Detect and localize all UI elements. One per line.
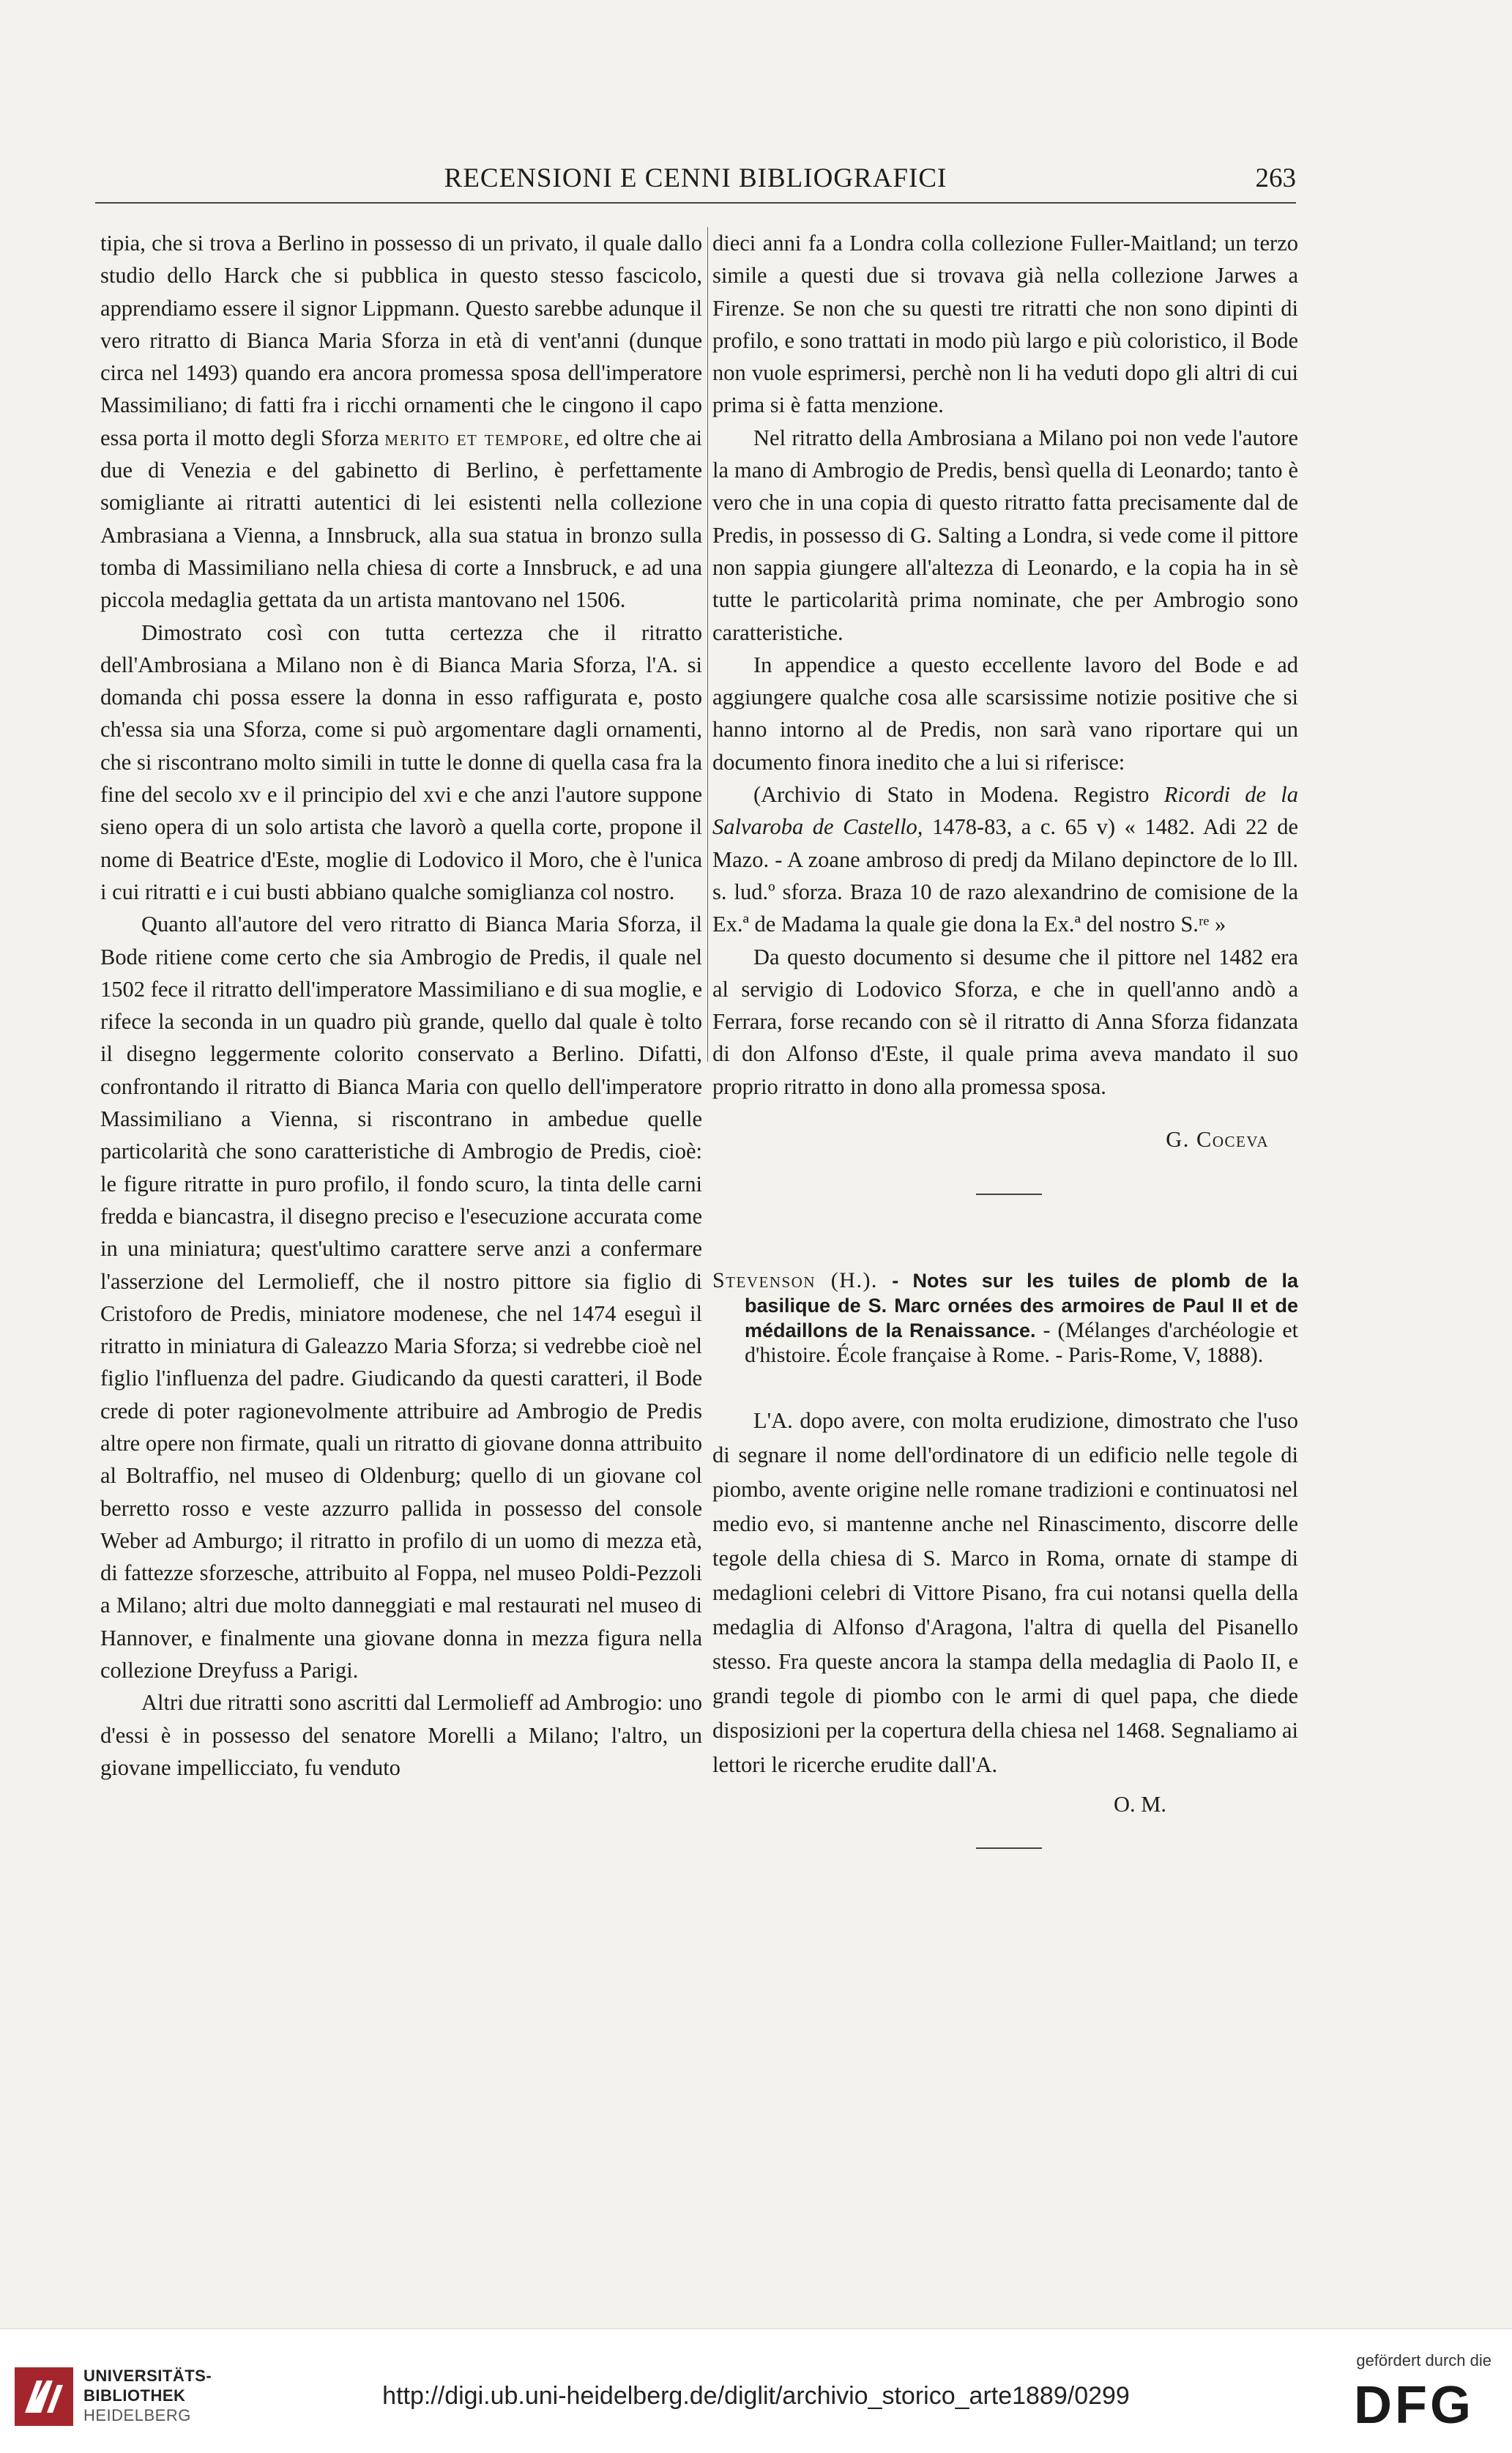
signature: G. Coceva [1166, 1127, 1269, 1153]
paragraph-text: 1478-83, a c. 65 v) « 1482. Adi 22 de Mazo. - A zoane ambroso di predj da Milano depinctore de lo Ill. s. lud.º sforza. Braza 10 de razo alexandrino de comisione de la Ex.ª de Madama la quale gie dona la Ex.ª del nostro S.ʳᵉ » [712, 814, 1298, 937]
column-divider [707, 227, 708, 1062]
paragraph-text: ed oltre che ai due di Venezia e del gabinetto di Berlino, è perfettamente somigliante ai ritratti autentici di lei esistenti nella collezione Ambrasiana a Vienna, a Innsbruck, alla sua statua in bronzo sulla tomba di Massimiliano nella chiesa di corte a Innsbruck, e ad una piccola medaglia gettata da un artista mantovano nel 1506. [100, 425, 703, 613]
review-author: Stevenson (H.). [712, 1268, 878, 1293]
dfg-logo-icon [1333, 2376, 1494, 2430]
library-name-line: HEIDELBERG [83, 2406, 191, 2424]
paragraph: Da questo documento si desume che il pittore nel 1482 era al servigio di Lodovico Sforza, e che in quell'anno andò a Ferrara, forse recando con sè il ritratto di Anna Sforza fidanzata di don Alfonso d'Este, il quale prima aveva mandato il suo proprio ritratto in dono alla promessa sposa. [712, 944, 1298, 1099]
register-title: Ricordi de la Salvaroba de Castello, [712, 782, 1298, 840]
motto: merito et tempore, [384, 425, 571, 450]
running-title: RECENSIONI E CENNI BIBLIOGRAFICI [444, 163, 947, 193]
paragraph [100, 227, 702, 617]
review-source: - (Mélanges d'archéologie et d'histoire. École française à Rome. - Paris-Rome, V, 1888). [745, 1318, 1299, 1368]
permalink-url[interactable]: http://digi.ub.uni-heidelberg.de/diglit/archivio_storico_arte1889/0299 [382, 2382, 1130, 2410]
svg-text:DFG: DFG [1354, 2376, 1474, 2430]
right-column [712, 227, 1298, 1849]
funded-by-label: gefördert durch die [1356, 2351, 1491, 2370]
signature: O. M. [1113, 1792, 1166, 1817]
section-separator [976, 1194, 1042, 1195]
review-body: L'A. dopo avere, con molta erudizione, dimostrato che l'uso di segnare il nome dell'ordinatore di un edificio nelle tegole di piombo, avente origine nelle romane tradizioni e continuatosi nel medio evo, si mantenne anche nel Rinascimento, discorre delle tegole della chiesa di S. Marco in Roma, ornate di stampe di medaglioni celebri di Vittore Pisano, fra cui notansi quella della medaglia di Alfonso d'Aragona, l'altra di quella del Pisanello stesso. Fra queste ancora la stampa della medaglia di Paolo II, e grandi tegole di piombo con le armi di quel papa, che diede disposizioni per la copertura della chiesa nel 1468. Segnaliamo ai lettori le ricerche erudite dall'A. [712, 1408, 1298, 1778]
page-header [95, 163, 1296, 199]
library-name-line: BIBLIOTHEK [83, 2386, 186, 2405]
page-number: 263 [1255, 163, 1296, 193]
paragraph-text: (Archivio di Stato in Modena. Registro [753, 782, 1150, 808]
review-heading [712, 1268, 1298, 1367]
review-title: - Notes sur les tuiles de plomb de la basilique de S. Marc ornées des armoires de Paul II et de médaillons de la Renaissance. [745, 1270, 1299, 1342]
paragraph: Nel ritratto della Ambrosiana a Milano poi non vede l'autore la mano di Ambrogio de Predis, bensì quella di Leonardo; tanto è vero che in una copia di questo ritratto fatta precisamente dal de Predis, in possesso di G. Salting a Londra, si vede come il pittore non sappia giungere all'altezza di Leonardo, e la copia ha in sè tutte le particolarità prima nominate, che per Ambrogio sono caratteristiche. [712, 425, 1298, 645]
paragraph: In appendice a questo eccellente lavoro del Bode e ad aggiungere qualche cosa alle scarsissime notizie positive che si hanno intorno al de Predis, non sarà vano riportare qui un documento finora inedito che a lui si riferisce: [712, 652, 1298, 775]
digitization-footer [0, 2329, 1512, 2453]
section-separator [976, 1847, 1042, 1849]
paragraph: Dimostrato così con tutta certezza che il ritratto dell'Ambrosiana a Milano non è di Bianca Maria Sforza, l'A. si domanda chi possa essere la donna in esso raffigurata e, posto ch'essa sia una Sforza, come si può argomentare dagli ornamenti, che si riscontrano molto simili in tutte le donne di quella casa fra la fine del secolo xv e il principio del xvi e che anzi l'autore suppone sieno opera di un solo artista che lavorò a quella corte, propone il nome di Beatrice d'Este, moglie di Lodovico il Moro, che è l'unica i cui ritratti e i cui busti abbiano qualche somiglianza col nostro. [100, 619, 702, 904]
paragraph: Quanto all'autore del vero ritratto di Bianca Maria Sforza, il Bode ritiene come certo che sia Ambrogio de Predis, il quale nel 1502 fece il ritratto dell'imperatore Massimiliano e di sua moglie, e rifece la seconda in un quadro più grande, quello dal quale è tolto il disegno leggermente colorito conservato a Berlino. Difatti, confrontando il ritratto di Bianca Maria con quello dell'imperatore Massimiliano a Vienna, si riscontrano in ambedue quelle particolarità che sono caratteristiche di Ambrogio de Predis, cioè: le figure ritratte in puro profilo, il fondo scuro, la tinta delle carni fredda e biancastra, il disegno preciso e l'esecuzione accurata come in una miniatura; quest'ultimo carattere serve anzi a confermare l'asserzione del Lermolieff, che il nostro pittore sia figlio di Cristoforo de Predis, miniatore modenese, che nel 1474 eseguì il ritratto in miniatura di Galeazzo Maria Sforza; si vedrebbe cioè nel figlio l'influenza del padre. Giudicando da questi caratteri, il Bode crede di poter ragionevolmente attribuire ad Ambrogio de Predis altre opere non firmate, quali un ritratto di giovane donna attribuito al Boltraffio, nel museo di Oldenburg; quello di un giovane col berretto rosso e veste azzurro pallida in possesso del console Weber ad Amburgo; il ritratto in profilo di un uomo di mezza età, di fattezze sforzesche, attribuito al Foppa, nel museo Poldi-Pezzoli a Milano; altri due molto danneggiati e mal restaurati nel museo di Hannover, e finalmente una giovane donna in mezza figura nella collezione Dreyfuss a Parigi. [100, 912, 702, 1683]
paragraph: dieci anni fa a Londra colla collezione Fuller-Maitland; un terzo simile a questi due si trovava già nella collezione Jarwes a Firenze. Se non che su questi tre ritratti che non sono dipinti di profilo, e sono trattati in modo più largo e più coloristico, il Bode non vuole esprimersi, perchè non li ha veduti dopo gli altri di cui prima si è fatta menzione. [712, 231, 1298, 418]
archival-quote [712, 778, 1298, 940]
paragraph: Altri due ritratti sono ascritti dal Lermolieff ad Ambrogio: uno d'essi è in possesso del senatore Morelli a Milano; l'altro, un giovane impellicciato, fu venduto [100, 1690, 702, 1780]
paragraph-text: tipia, che si trova a Berlino in possesso di un privato, il quale dallo studio dello Harck che si pubblica in questo stesso fascicolo, apprendiamo essere il signor Lippmann. Questo sarebbe adunque il vero ritratto di Bianca Maria Sforza in età di vent'anni (dunque circa nel 1493) quando era ancora promessa sposa dell'imperatore Massimiliano; di fatti fra i ricchi ornamenti che le cingono il capo essa porta il motto degli Sforza [100, 231, 702, 450]
library-name-line: UNIVERSITÄTS- [83, 2367, 212, 2385]
header-rule [95, 202, 1296, 204]
left-column [100, 227, 702, 1784]
